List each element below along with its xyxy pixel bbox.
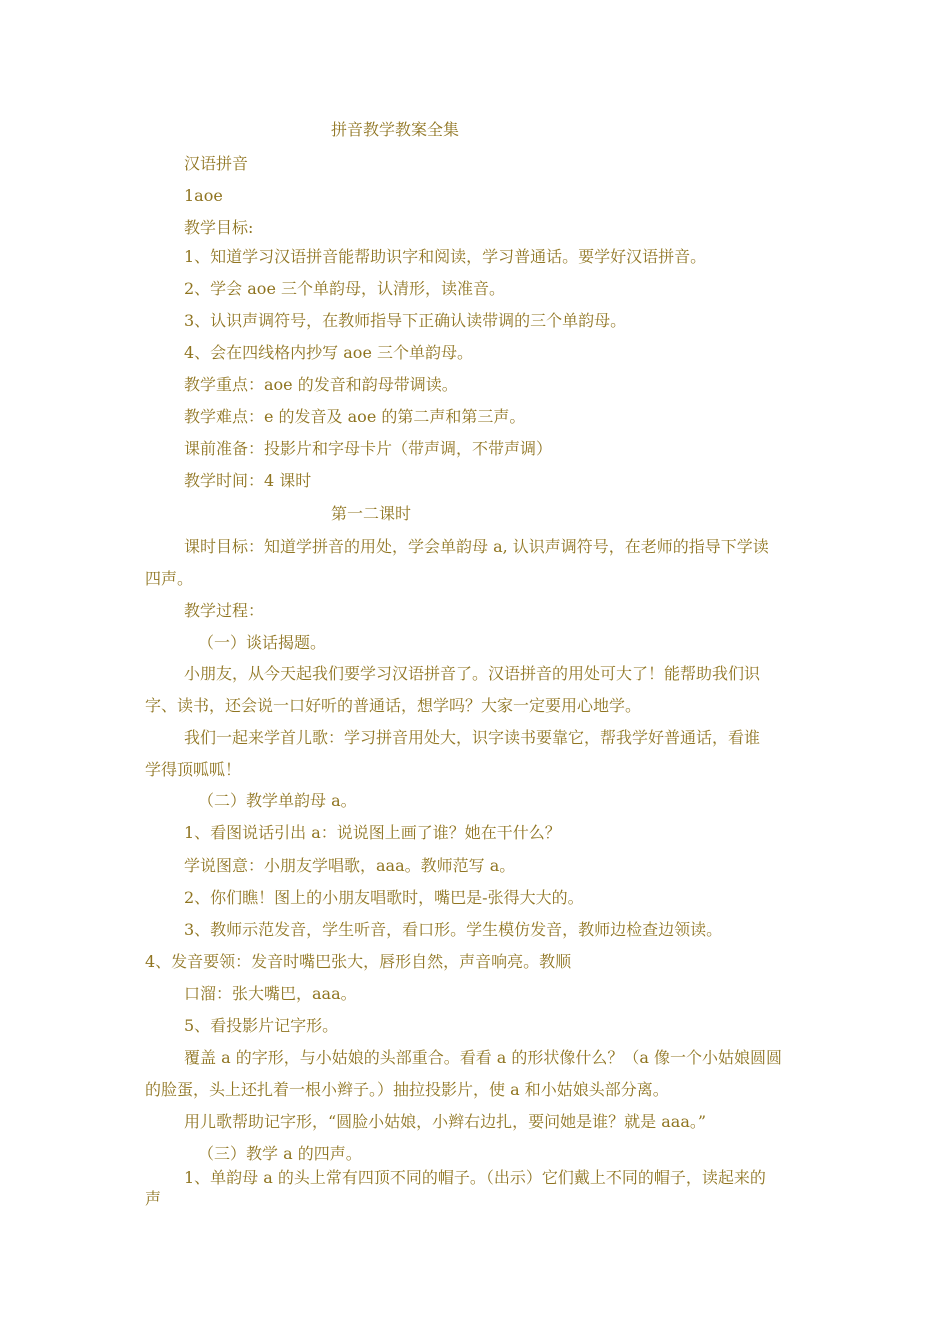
paragraph-line: 2、你们瞧！图上的小朋友唱歌时，嘴巴是-张得大大的。 <box>184 888 584 907</box>
teaching-time: 教学时间：4 课时 <box>184 471 312 490</box>
preparation: 课前准备：投影片和字母卡片（带声调，不带声调） <box>184 439 553 458</box>
process-heading: 教学过程： <box>184 601 265 620</box>
class-goal-line: 四声。 <box>145 569 194 588</box>
goal-line: 1、知道学习汉语拼音能帮助识字和阅读，学习普通话。要学好汉语拼音。 <box>184 247 707 266</box>
lesson-heading: 1aoe <box>184 186 223 205</box>
paragraph-line: 口溜：张大嘴巴，aaa。 <box>184 984 357 1003</box>
paragraph-line: 1、单韵母 a 的头上常有四顶不同的帽子。（出示）它们戴上不同的帽子，读起来的 <box>184 1168 766 1187</box>
paragraph-line: 1、看图说话引出 a：说说图上画了谁？她在干什么？ <box>184 823 561 842</box>
paragraph-line: 小朋友，从今天起我们要学习汉语拼音了。汉语拼音的用处可大了！能帮助我们识 <box>184 664 761 683</box>
paragraph-line: 声 <box>145 1189 162 1208</box>
paragraph-line: 5、看投影片记字形。 <box>184 1016 339 1035</box>
key-point: 教学重点：aoe 的发音和韵母带调读。 <box>184 375 458 394</box>
paragraph-line: 3、教师示范发音，学生听音，看口形。学生模仿发音，教师边检查边领读。 <box>184 920 723 939</box>
paragraph-line: 学说图意：小朋友学唱歌，aaa。教师范写 a。 <box>184 856 516 875</box>
subject-heading: 汉语拼音 <box>184 154 249 173</box>
paragraph-line: 覆盖 a 的字形，与小姑娘的头部重合。看看 a 的形状像什么？（a 像一个小姑娘圆圆 <box>184 1048 783 1067</box>
goals-heading: 教学目标: <box>184 218 254 237</box>
section-heading: （一）谈话揭题。 <box>198 633 327 652</box>
goal-line: 3、认识声调符号，在教师指导下正确认读带调的三个单韵母。 <box>184 311 627 330</box>
paragraph-line: 学得顶呱呱！ <box>145 760 242 779</box>
difficulty: 教学难点：e 的发音及 aoe 的第二声和第三声。 <box>184 407 526 426</box>
document-title: 拼音教学教案全集 <box>331 120 460 139</box>
paragraph-line: 的脸蛋，头上还扎着一根小辫子。）抽拉投影片，使 a 和小姑娘头部分离。 <box>145 1080 669 1099</box>
goal-line: 4、会在四线格内抄写 aoe 三个单韵母。 <box>184 343 473 362</box>
paragraph-line: 用儿歌帮助记字形，“圆脸小姑娘，小辫右边扎，要问她是谁？就是 aaa。” <box>184 1112 707 1131</box>
paragraph-line: 我们一起来学首儿歌：学习拼音用处大，识字读书要靠它，帮我学好普通话，看谁 <box>184 728 761 747</box>
paragraph-line: 字、读书，还会说一口好听的普通话，想学吗？大家一定要用心地学。 <box>145 696 642 715</box>
section-heading: （二）教学单韵母 a。 <box>198 791 357 810</box>
class-heading: 第一二课时 <box>331 504 412 523</box>
section-heading: （三）教学 a 的四声。 <box>198 1144 362 1163</box>
class-goal-line: 课时目标：知道学拼音的用处，学会单韵母 a, 认识声调符号，在老师的指导下学读 <box>184 537 769 556</box>
goal-line: 2、学会 aoe 三个单韵母，认清形，读准音。 <box>184 279 505 298</box>
paragraph-line: 4、发音要领：发音时嘴巴张大，唇形自然，声音响亮。教顺 <box>145 952 572 971</box>
